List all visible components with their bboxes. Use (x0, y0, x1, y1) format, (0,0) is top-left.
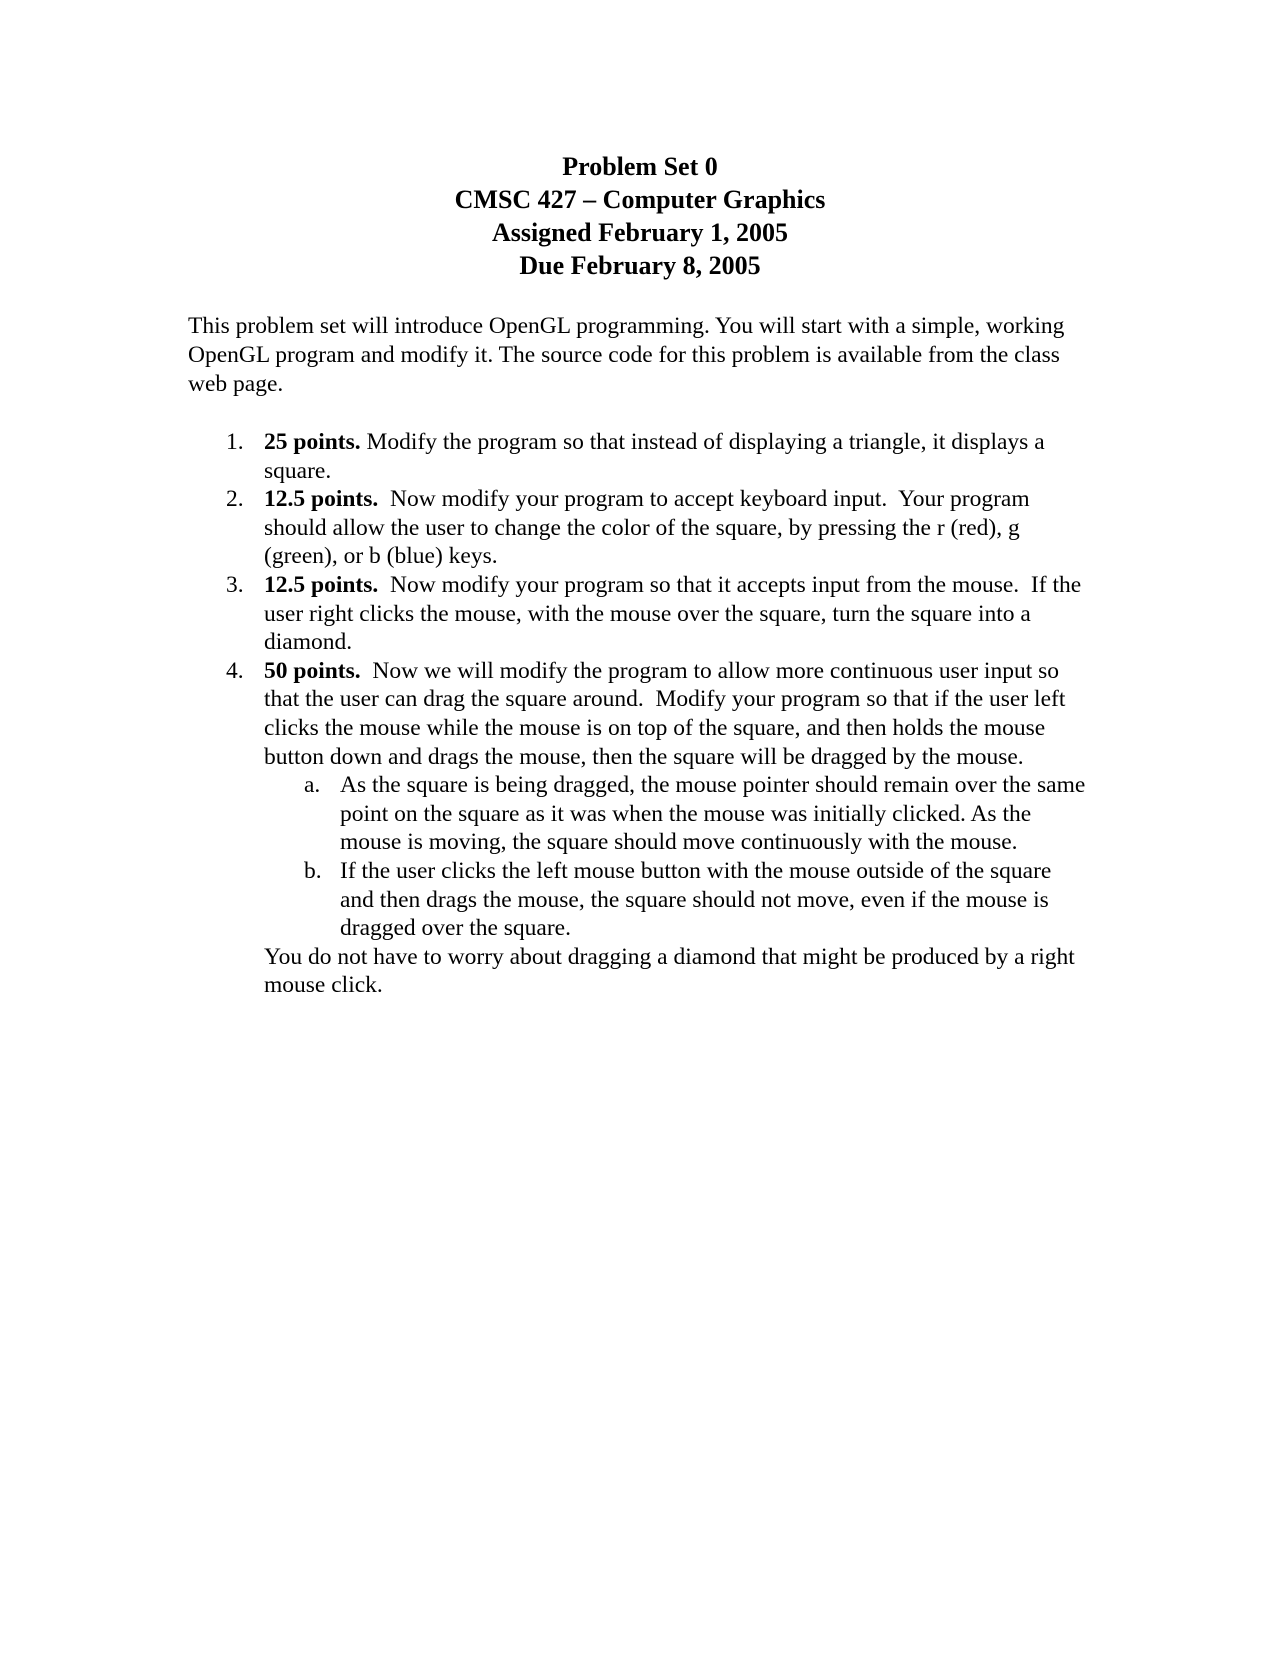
problem-number: 2. (226, 486, 244, 513)
problem-number: 1. (226, 429, 244, 455)
problem-item-1 (188, 428, 1088, 485)
problem-item-2 (188, 485, 1088, 571)
problem-text: Now modify your program so that it accepts input from the mouse. If the user right clicks the mouse, with the mouse over the square, turn the square into a diamond. (264, 571, 1088, 656)
assigned-date: Assigned February 1, 2005 (491, 218, 789, 247)
subitem-letter: a. (304, 772, 321, 799)
subitem-a (264, 771, 1088, 857)
problem-number: 4. (226, 657, 244, 684)
course-title: CMSC 427 – Computer Graphics (454, 185, 826, 214)
subitem-b (264, 857, 1088, 943)
closing-note: You do not have to worry about dragging a diamond that might be produced by a right mouse click. (264, 943, 1075, 999)
problem-text: Now we will modify the program to allow more continuous user input so that the user can drag the square around. Modify your program so that if the user left clicks the mouse while the mouse is on top of the square, and then holds the mouse button down and drags the mouse, then the square will be dragged by the mouse. (264, 657, 1072, 770)
problem-set-title: Problem Set 0 (562, 152, 718, 181)
problem-item-4 (188, 657, 1088, 943)
problem-item-3 (188, 571, 1088, 657)
document-header (0, 150, 1280, 282)
problem-points: 25 points. (264, 429, 361, 455)
subitem-text: If the user clicks the left mouse button with the mouse outside of the square and then drags the mouse, the square should not move, even if the mouse is dragged over the square. (340, 857, 1052, 942)
problem-number: 3. (226, 571, 244, 598)
problem-text: Modify the program so that instead of displaying a triangle, it displays a square. (264, 429, 1051, 484)
problem-text: Now modify your program to accept keyboard input. Your program should allow the user to change the color of the square, by pressing the r (red), g (green), or b (blue) keys. (264, 486, 1036, 570)
subitem-text: As the square is being dragged, the mouse pointer should remain over the same point on the square as it was when the mouse was initially clicked. As the mouse is moving, the square should move continuously with the mouse. (340, 772, 1086, 856)
intro-paragraph: This problem set will introduce OpenGL programming. You will start with a simple, working OpenGL program and modify it. The source code for this problem is available from the class web page. (188, 313, 1065, 397)
problem-points: 12.5 points. (264, 486, 379, 513)
problem-points: 50 points. (264, 657, 361, 684)
problem-list (188, 428, 1088, 1000)
problem-points: 12.5 points. (264, 571, 379, 598)
due-date: Due February 8, 2005 (519, 251, 761, 280)
subitem-letter: b. (304, 857, 322, 884)
